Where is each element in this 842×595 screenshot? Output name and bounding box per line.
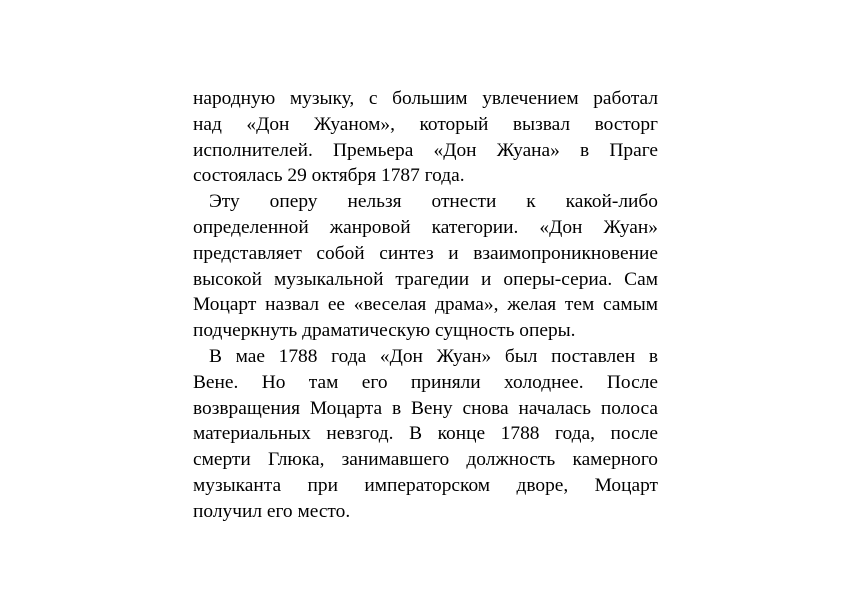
text-line: В мае 1788 года «Дон Жуан» был поставлен в xyxy=(209,345,658,367)
text-line: состоялась 29 октября 1787 года. xyxy=(193,165,465,187)
body-text xyxy=(193,86,658,525)
paragraph xyxy=(193,86,658,189)
text-line: материальных невзгод. В конце 1788 года, после xyxy=(193,423,658,445)
text-line: народную музыку, с большим увлечением работал xyxy=(193,88,658,109)
text-line: Эту оперу нельзя отнести к какой-либо xyxy=(209,191,658,213)
text-line: получил его место. xyxy=(193,500,351,522)
text-line: музыканта при императорском дворе, Моцарт xyxy=(193,474,658,496)
text-line: представляет собой синтез и взаимопроникновение xyxy=(193,242,658,264)
text-line: подчеркнуть драматическую сущность оперы. xyxy=(193,320,576,342)
text-line: высокой музыкальной трагедии и оперы-сериа. Сам xyxy=(193,268,658,290)
text-line: Вене. Но там его приняли холоднее. После xyxy=(193,371,658,393)
text-line: Моцарт назвал ее «веселая драма», желая тем самым xyxy=(193,294,658,316)
text-line: возвращения Моцарта в Вену снова началась полоса xyxy=(193,397,658,419)
paragraph xyxy=(193,344,658,525)
text-line: исполнителей. Премьера «Дон Жуана» в Праге xyxy=(193,139,658,161)
paragraph xyxy=(193,189,658,344)
text-line: определенной жанровой категории. «Дон Жуан» xyxy=(193,216,658,238)
text-line: над «Дон Жуаном», который вызвал восторг xyxy=(193,113,658,135)
text-line: смерти Глюка, занимавшего должность камерного xyxy=(193,449,658,471)
